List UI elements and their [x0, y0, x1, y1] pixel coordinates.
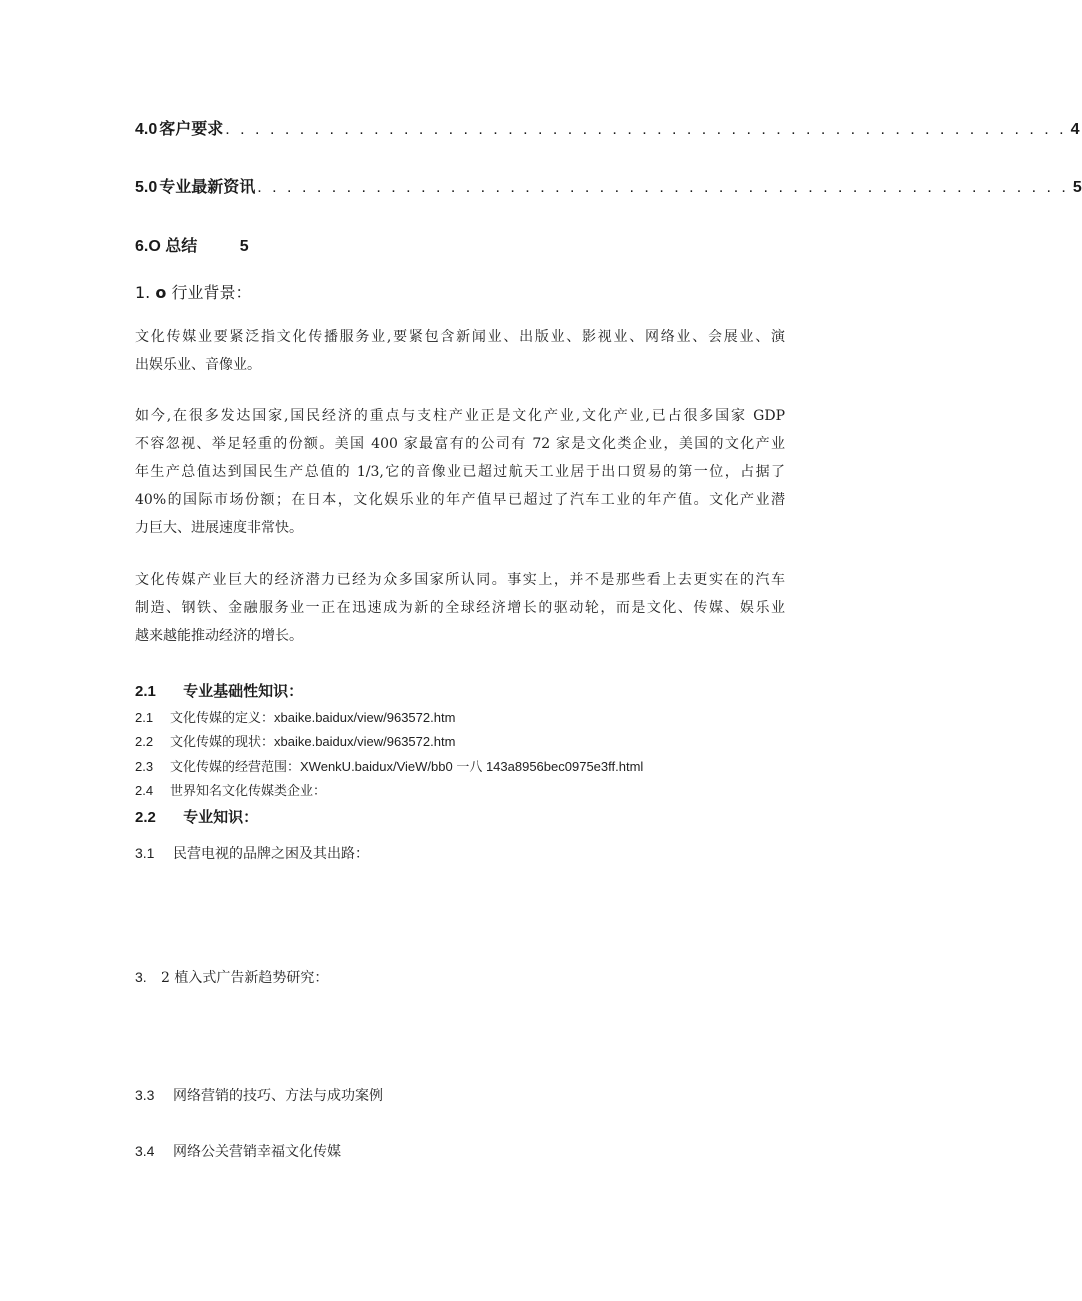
section-heading-basic-knowledge [135, 680, 303, 701]
section-number-suffix: o [155, 283, 167, 302]
item-number: 2.1 [135, 710, 154, 725]
list-item [135, 731, 455, 750]
item-label: 世界知名文化传媒类企业： [170, 784, 327, 799]
item-number: 3.1 [135, 845, 155, 861]
paragraph-line: 文化传媒业要紧泛指文化传播服务业,要紧包含新闻业、出版业、影视业、网络业、会展业、演 [135, 329, 785, 345]
item-label: 文化传媒的经营范围： [170, 760, 301, 775]
list-item [135, 1085, 383, 1105]
item-link[interactable]: XWenkU.baidux/VieW/bb0 一八 143a8956bec0975e3ff.html [300, 759, 644, 774]
list-item [135, 707, 455, 726]
toc-number: 5.0 [135, 179, 158, 196]
item-label: 民营电视的品牌之困及其出路： [173, 846, 369, 862]
item-label: 2 植入式广告新趋势研究： [161, 970, 329, 986]
item-label: 文化传媒的现状： [170, 735, 275, 750]
paragraph-line: 年生产总值达到国民生产总值的 1/3,它的音像业已超过航天工业居于出口贸易的第一位，占据了 [135, 464, 785, 480]
item-label: 文化传媒的定义： [170, 711, 275, 726]
section-title: 专业知识： [183, 809, 259, 826]
paragraph-line: 力巨大、进展速度非常快。 [135, 520, 303, 536]
section-number: 2.2 [135, 809, 156, 826]
paragraph-line: 文化传媒产业巨大的经济潜力已经为众多国家所认同。事实上，并不是那些看上去更实在的汽车 [135, 572, 785, 588]
toc-entry-6[interactable] [135, 233, 249, 256]
toc-title: 客户要求 [159, 121, 224, 138]
paragraph-line: 出娱乐业、音像业。 [135, 357, 261, 373]
section-number: 2.1 [135, 683, 156, 700]
paragraph-3 [135, 566, 785, 650]
item-number: 3.4 [135, 1143, 155, 1159]
list-item [135, 967, 328, 987]
item-label: 网络公关营销幸福文化传媒 [173, 1144, 341, 1160]
paragraph-1 [135, 323, 785, 379]
item-number: 2.3 [135, 759, 154, 774]
toc-page-number: 4 [1070, 121, 1080, 138]
paragraph-line: 越来越能推动经济的增长。 [135, 628, 303, 644]
toc-number: 6.O [135, 238, 161, 255]
paragraph-line: 制造、钢铁、金融服务业一正在迅速成为新的全球经济增长的驱动轮，而是文化、传媒、娱乐业 [135, 600, 785, 616]
list-item [135, 1141, 341, 1161]
paragraph-2 [135, 402, 785, 542]
list-item [135, 843, 369, 863]
section-heading-professional-knowledge [135, 806, 258, 827]
toc-page-number: 5 [239, 238, 249, 255]
list-item [135, 780, 326, 799]
item-number: 2.4 [135, 783, 154, 798]
toc-page-number: 5 [1072, 179, 1082, 196]
item-label: 网络营销的技巧、方法与成功案例 [173, 1088, 383, 1104]
paragraph-line: 如今,在很多发达国家,国民经济的重点与支柱产业正是文化产业,文化产业,已占很多国家 GDP [135, 408, 785, 424]
item-number: 3. [135, 969, 147, 985]
item-number: 3.3 [135, 1087, 155, 1103]
item-link[interactable]: xbaike.baidux/view/963572.htm [274, 710, 456, 725]
paragraph-line: 40%的国际市场份额；在日本，文化娱乐业的年产值早已超过了汽车工业的年产值。文化产业潜 [135, 492, 785, 508]
section-heading-industry-background [135, 280, 251, 303]
item-link[interactable]: xbaike.baidux/view/963572.htm [274, 734, 456, 749]
toc-leader: . . . . . . . . . . . . . . . . . . . . . . . . . . . . . . . . . . . . . . . . . . . . . . . . . . . . . . . [257, 179, 1069, 196]
section-title: 行业背景： [171, 283, 252, 302]
item-number: 2.2 [135, 734, 154, 749]
toc-title: 专业最新资讯 [159, 179, 256, 196]
list-item [135, 756, 643, 775]
paragraph-line: 不容忽视、举足轻重的份额。美国 400 家最富有的公司有 72 家是文化类企业，美国的文化产业 [135, 436, 785, 452]
toc-title: 总结 [165, 238, 198, 255]
toc-number: 4.0 [135, 121, 158, 138]
toc-entry-5[interactable] [135, 174, 1082, 197]
section-number: 1. [135, 283, 151, 302]
toc-leader: . . . . . . . . . . . . . . . . . . . . . . . . . . . . . . . . . . . . . . . . . . . . . . . . . . . . . . . . . [225, 121, 1067, 138]
section-title: 专业基础性知识： [183, 683, 304, 700]
toc-entry-4[interactable] [135, 116, 1080, 139]
